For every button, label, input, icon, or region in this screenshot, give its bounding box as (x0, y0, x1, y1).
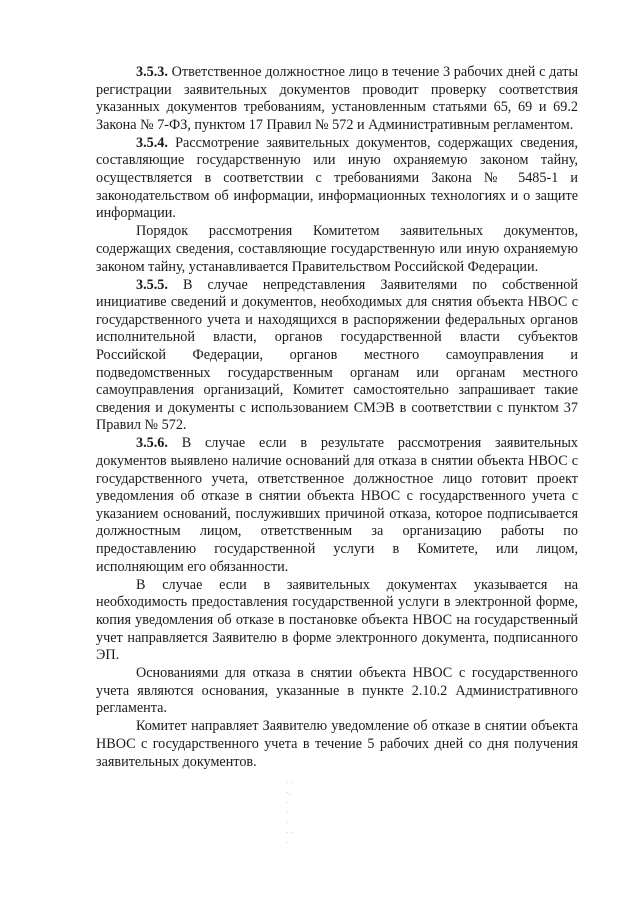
paragraph-number: 3.5.3. (136, 64, 168, 80)
paragraph-text: Основаниями для отказа в снятии объекта НВОС с государственного учета являются основания, указанные в пункте 2.10.2 Административного регламента. (96, 665, 578, 717)
paragraph-number: 3.5.4. (136, 134, 168, 151)
paragraph-refusal-grounds (96, 665, 578, 718)
paragraph-3-5-3 (96, 64, 578, 134)
faint-page-number-mark (286, 778, 326, 858)
paragraph-text: Порядок рассмотрения Комитетом заявительных документов, содержащих сведения, составляющие государственную или иную охраняемую законом тайну, устанавливается Правительством Российской Федерации. (96, 223, 578, 275)
paragraph-number: 3.5.6. (136, 435, 168, 452)
scan-dot: · (286, 839, 289, 847)
paragraph-text: В случае если в заявительных документах указывается на необходимость предоставления государственной услуги в электронной форме, копия уведомления об отказе в постановке объекта НВОС на государственный учет направляется Заявителю в форме электронного документа, подписанного ЭП. (96, 576, 578, 664)
paragraph-number: 3.5.5. (136, 276, 168, 293)
paragraph-notification (96, 718, 578, 771)
scan-dot: · (286, 799, 289, 807)
document-body (96, 64, 578, 772)
scan-dot: -. (286, 789, 291, 797)
paragraph-text: В случае непредставления Заявителями по собственной инициативе сведений и документов, необходимых для снятия объекта НВОС с государственного учета и находящихся в распоряжении федеральных органов исполнительной власти, органов государственной власти субъектов Российской Федерации, органов местного самоуправления и подведомственных государственным органам или органам местного самоуправления организаций, Комитет самостоятельно запрашивает такие сведения и документы с использованием СМЭВ в соответствии с пунктом 37 Правил № 572. (96, 276, 578, 434)
paragraph-text: В случае если в результате рассмотрения заявительных документов выявлено наличие оснований для отказа в снятии объекта НВОС с государственного учета, ответственное должностное лицо готовит проект уведомления об отказе в снятии объекта НВОС с государственного учета с указанием оснований, послуживших причиной отказа, которое подписывается должностным лицом, ответственным за организацию работы по предоставлению государственной услуги в Комитете, или лицом, исполняющим его обязанности. (96, 435, 579, 575)
scan-dot: · · (286, 829, 293, 837)
scan-dot: · (286, 819, 289, 827)
paragraph-3-5-4 (96, 135, 578, 223)
paragraph-3-5-6 (96, 435, 578, 576)
scan-dot: · (286, 809, 289, 817)
paragraph-electronic-form (96, 577, 578, 665)
paragraph-secret-order (96, 223, 578, 276)
paragraph-text: Комитет направляет Заявителю уведомление об отказе в снятии объекта НВОС с государственного учета в течение 5 рабочих дней со дня получения заявительных документов. (96, 718, 578, 770)
paragraph-text: Рассмотрение заявительных документов, содержащих сведения, составляющие государственную или иную охраняемую законом тайну, осуществляется в соответствии с требованиями Закона № 5485-1 и законодательством об информации, информационных технологиях и о защите информации. (96, 134, 579, 222)
scan-dot: · · (286, 779, 293, 787)
paragraph-text: Ответственное должностное лицо в течение 3 рабочих дней с даты регистрации заявительных документов проводит проверку соответствия указанных документов требованиям, установленным статьями 65, 69 и 69.2 Закона № 7-ФЗ, пунктом 17 Правил № 572 и Административным регламентом. (96, 64, 579, 133)
paragraph-3-5-5 (96, 277, 578, 435)
